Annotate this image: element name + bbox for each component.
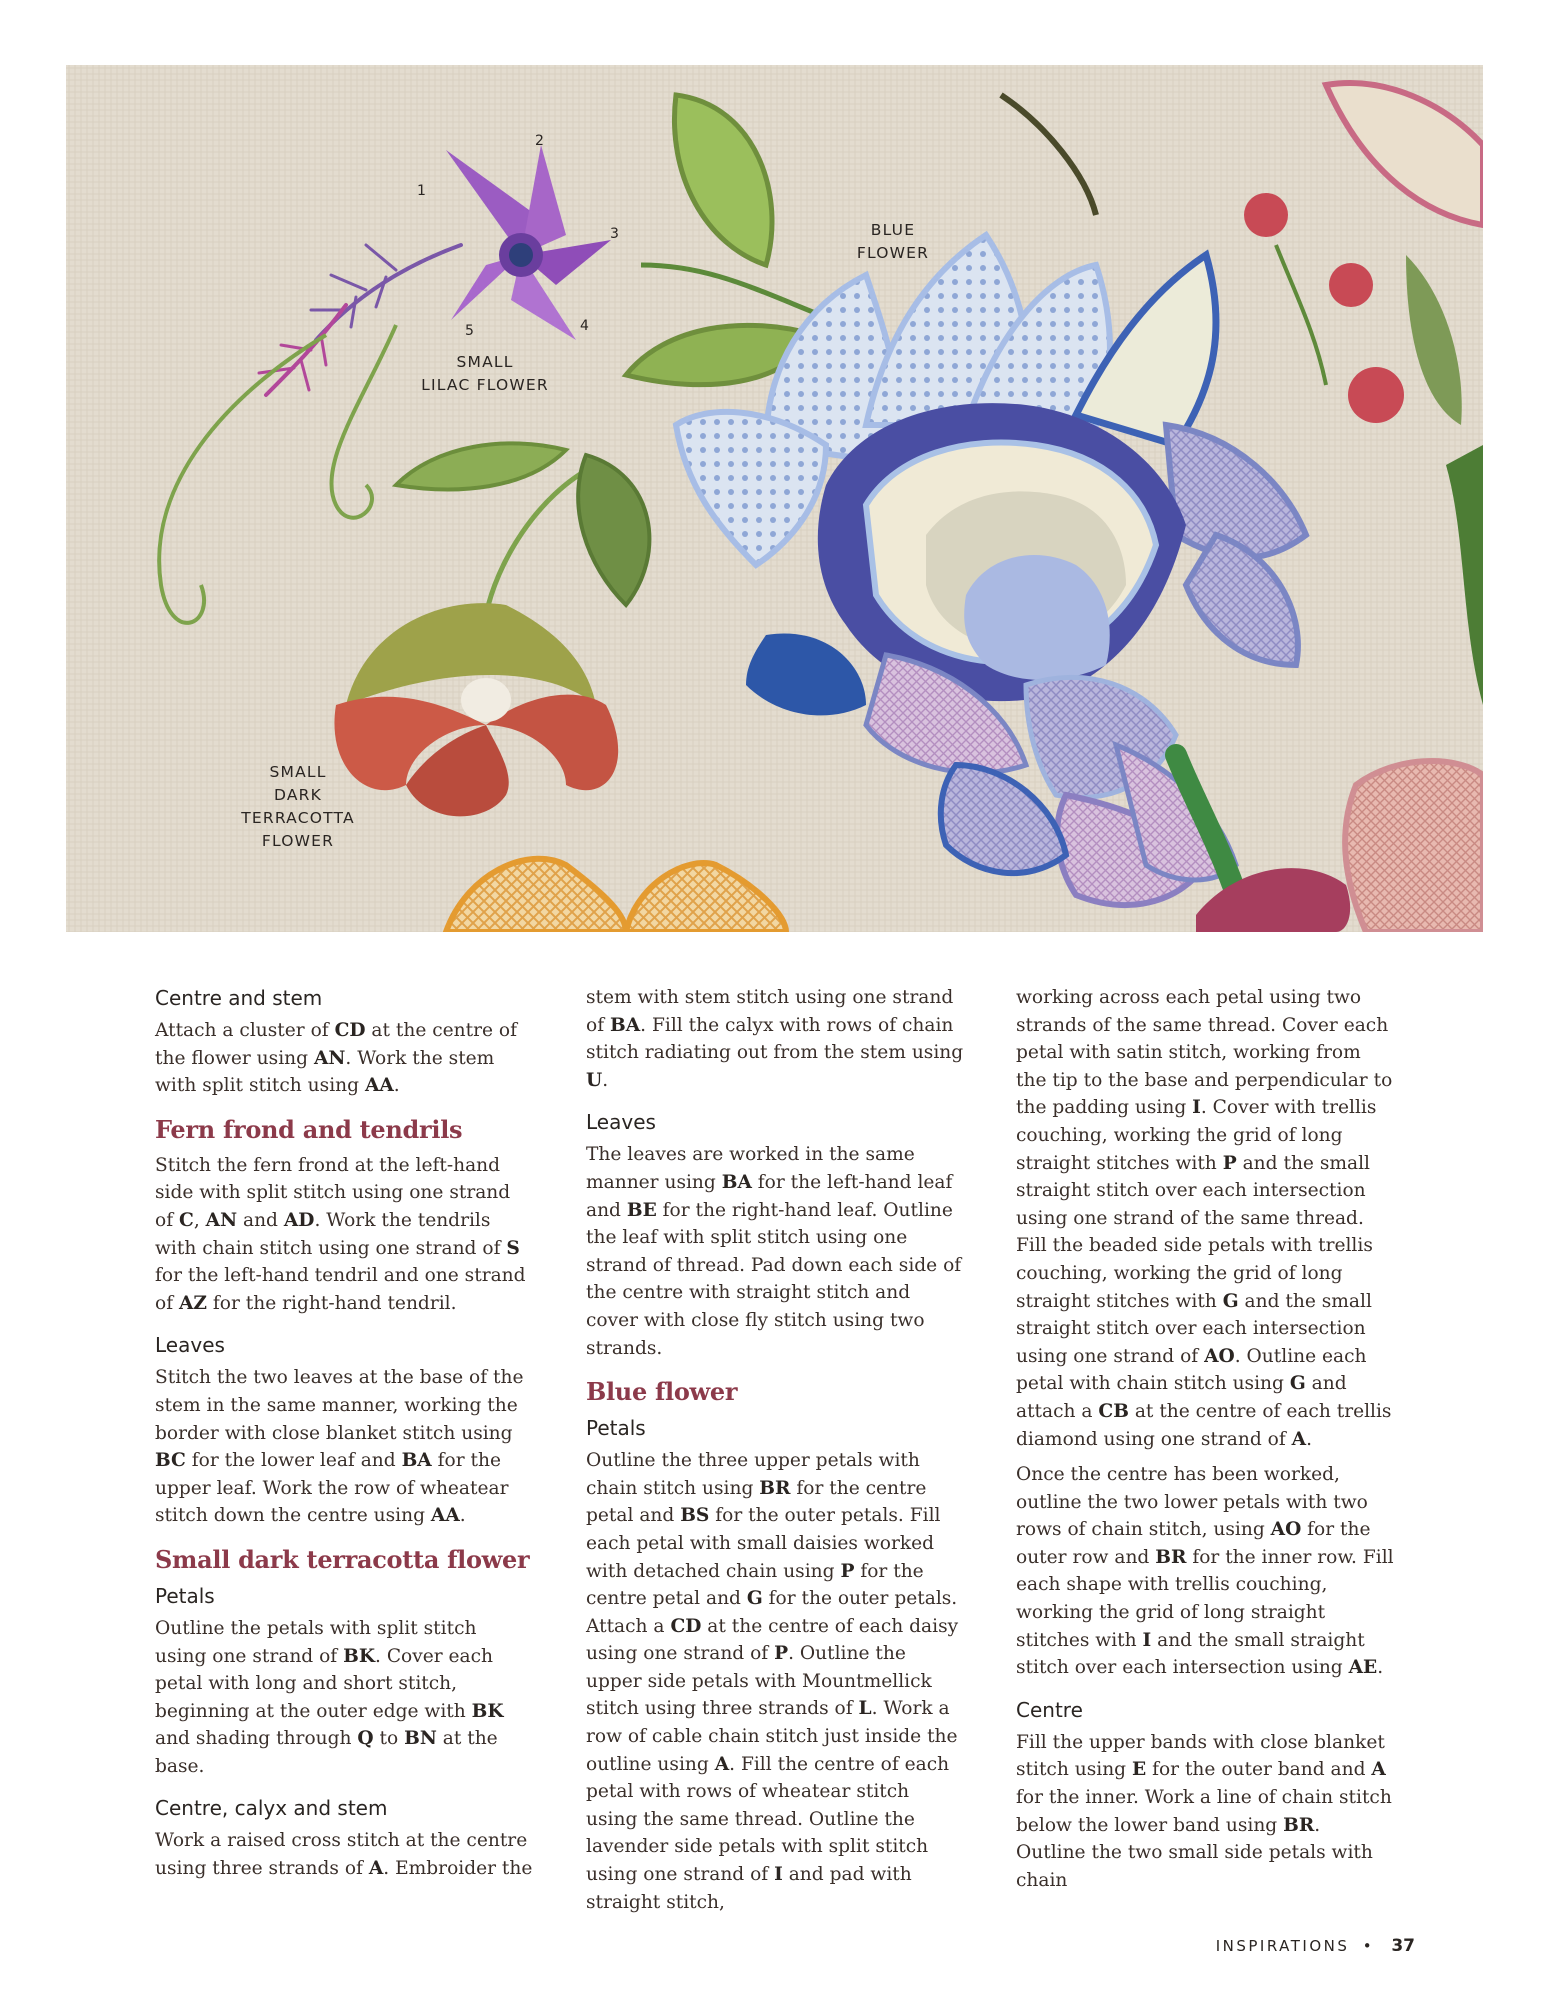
text-run: Stitch the two leaves at the base of the stem in the same manner, working the border with close blanket stitch using (155, 1367, 524, 1444)
para-centre-calyx (155, 1827, 533, 1882)
thread-code: I (1142, 1629, 1152, 1651)
lilac-flower-label-line-1: SMALL (456, 353, 514, 371)
thread-code: AO (1204, 1345, 1235, 1367)
thread-code: BA (401, 1450, 432, 1472)
terracotta-flower-label-line-2: DARK (273, 786, 322, 804)
thread-code: P (1222, 1152, 1237, 1174)
text-run: at the centre of each daisy using one strand of (586, 1615, 959, 1665)
thread-code: BS (680, 1505, 710, 1527)
blue-flower-label-line-1: BLUE (870, 221, 916, 239)
thread-code: CB (1098, 1400, 1129, 1422)
thread-code: C (179, 1209, 194, 1231)
thread-code: AA (430, 1505, 460, 1527)
text-run: . Work the tendrils with chain stitch using one strand of (155, 1209, 507, 1259)
thread-code: G (1289, 1373, 1306, 1395)
text-run: . (1377, 1657, 1384, 1679)
petal-number-3: 3 (610, 226, 619, 242)
text-run: . Embroider the (383, 1858, 533, 1880)
thread-code: AN (313, 1047, 346, 1069)
text-run: Stitch the fern frond at the left-hand side with split stitch using one strand of (155, 1154, 511, 1231)
heading-centre-3: Centre (1016, 1697, 1083, 1722)
petal-number-2: 2 (535, 133, 544, 149)
heading-terracotta-flower: Small dark terracotta flower (155, 1544, 530, 1574)
text-run: Outline the petals with split stitch using one strand of (155, 1617, 477, 1667)
thread-code: E (1131, 1759, 1147, 1781)
terracotta-flower-label (228, 761, 368, 853)
thread-code: Q (357, 1728, 374, 1750)
thread-code: BE (626, 1199, 657, 1221)
thread-code: P (840, 1560, 855, 1582)
thread-code: BR (1155, 1546, 1187, 1568)
text-run: . Fill the calyx with rows of chain stitch radiating out from the stem using (586, 1014, 964, 1064)
terracotta-flower-label-line-1: SMALL (269, 763, 327, 781)
thread-code: I (774, 1864, 783, 1886)
thread-code: BN (404, 1728, 437, 1750)
text-run: . Fill the centre of each petal with rows of wheatear stitch using the same thread. Outline the lavender side petals with split stitch using one strand of (586, 1753, 950, 1886)
text-run: and pad with straight stitch, (586, 1864, 912, 1913)
text-run: for the left-hand leaf and (586, 1171, 953, 1221)
thread-code: I (1192, 1097, 1201, 1119)
para-leaves-1 (155, 1364, 533, 1530)
text-run: The leaves are worked in the same manner using (586, 1144, 915, 1193)
text-run: and attach a (1016, 1373, 1347, 1422)
text-run: and shading through (155, 1728, 358, 1750)
lilac-flower-label (405, 351, 565, 397)
page-footer (1216, 1936, 1415, 1956)
text-run: for the outer row and (1016, 1519, 1371, 1568)
para-leaves-2 (586, 1141, 964, 1362)
text-run: Outline the three upper petals with chain stitch using (586, 1450, 920, 1499)
petal-number-4: 4 (580, 318, 589, 334)
text-run: . (602, 1069, 609, 1091)
text-run: . (459, 1505, 466, 1527)
terracotta-flower-label-line-3: TERRACOTTA (241, 809, 355, 827)
footer-section: INSPIRATIONS (1215, 1937, 1350, 1955)
text-run: Once the centre has been worked, outline the two lower petals with two rows of chain stitch, using (1016, 1464, 1368, 1541)
text-run: at the centre of the flower using (155, 1020, 517, 1069)
text-run: . Outline each petal with chain stitch using (1016, 1345, 1367, 1395)
text-run: for the right-hand tendril. (207, 1292, 457, 1314)
para-lower-petals (1016, 1461, 1394, 1682)
thread-code: CD (334, 1020, 366, 1041)
text-run: for the outer petals. Attach a (586, 1588, 958, 1637)
thread-code: AD (283, 1209, 315, 1231)
terracotta-flower-label-line-4: FLOWER (261, 832, 335, 850)
text-run: for the centre petal and (586, 1477, 927, 1527)
text-run: . Work the stem with split stitch using (155, 1047, 495, 1097)
thread-code: AA (364, 1075, 394, 1097)
lilac-flower-label-line-2: LILAC FLOWER (421, 376, 549, 394)
heading-petals-1: Petals (155, 1583, 215, 1608)
text-run: . (1306, 1428, 1313, 1450)
thread-code: A (1291, 1428, 1307, 1450)
thread-code: BA (721, 1171, 752, 1193)
thread-code: BK (471, 1700, 504, 1722)
para-petals-cont (1016, 984, 1394, 1453)
text-run: Work a raised cross stitch at the centre using three strands of (155, 1830, 528, 1880)
thread-code: A (1371, 1759, 1386, 1781)
footer-bullet: • (1362, 1937, 1375, 1955)
text-run: Fill the upper bands with close blanket stitch using (1016, 1731, 1385, 1781)
thread-code: G (1222, 1290, 1239, 1312)
para-fern-frond (155, 1152, 533, 1318)
heading-centre-calyx: Centre, calyx and stem (155, 1796, 388, 1821)
petal-number-1: 1 (417, 183, 426, 199)
thread-code: AN (205, 1209, 238, 1231)
thread-code: AE (1348, 1657, 1378, 1679)
text-run: and the small straight stitch over each intersection using one strand of (1016, 1290, 1372, 1367)
para-petals-2 (586, 1447, 964, 1916)
text-column-3 (1016, 984, 1394, 1902)
text-column-2 (586, 984, 964, 1924)
thread-code: BR (1283, 1814, 1315, 1836)
thread-code: BR (759, 1477, 791, 1499)
text-run: for the right-hand leaf. Outline the leaf with split stitch using one strand of thread. Pad down each side of the centre with straight stitch and cover with close fly stitch using two strands. (586, 1199, 962, 1359)
text-run: for the left-hand tendril and one strand of (155, 1265, 526, 1314)
text-run: . Cover each petal with long and short stitch, beginning at the outer edge with (155, 1645, 494, 1722)
text-run: , (193, 1209, 206, 1231)
text-run: for the outer band and (1146, 1759, 1372, 1781)
heading-petals-2: Petals (586, 1416, 646, 1441)
text-run: and the small straight stitch over each intersection using one strand of the same thread. Fill the beaded side petals with trellis couching, working the grid of long straight stitches with (1016, 1152, 1373, 1312)
thread-code: P (774, 1643, 789, 1665)
thread-code: G (746, 1588, 763, 1610)
thread-code: BA (610, 1014, 641, 1036)
thread-code: L (858, 1698, 872, 1720)
text-run: . Outline the upper side petals with Mountmellick stitch using three strands of (586, 1643, 932, 1720)
text-run: to (373, 1728, 405, 1750)
heading-leaves-1: Leaves (155, 1333, 225, 1358)
text-run: for the lower leaf and (185, 1450, 402, 1472)
text-run: for the inner row. Fill each shape with trellis couching, working the grid of long straight stitches with (1016, 1546, 1394, 1651)
blue-flower-label (843, 219, 943, 265)
heading-centre-stem: Centre and stem (155, 986, 323, 1010)
blue-flower-label-line-2: FLOWER (856, 244, 930, 262)
heading-leaves-2: Leaves (586, 1110, 656, 1135)
text-column-1 (155, 984, 533, 1891)
text-run: . (393, 1075, 400, 1097)
thread-code: BC (155, 1450, 186, 1472)
text-run: for the upper leaf. Work the row of wheatear stitch down the centre using (155, 1450, 509, 1527)
text-run: and (237, 1209, 284, 1231)
text-run: . Work a row of cable chain stitch just inside the outline using (586, 1698, 958, 1775)
heading-fern-frond: Fern frond and tendrils (155, 1114, 463, 1144)
text-run: for the inner. Work a line of chain stitch below the lower band using (1016, 1787, 1392, 1836)
petal-number-5: 5 (465, 323, 474, 339)
text-run: for the centre petal and (586, 1560, 924, 1610)
text-run: stem with stem stitch using one strand of (586, 987, 954, 1036)
thread-code: BK (343, 1645, 375, 1667)
thread-code: S (506, 1237, 520, 1259)
para-centre-3 (1016, 1729, 1394, 1895)
para-petals-1 (155, 1615, 533, 1781)
thread-code: A (368, 1858, 384, 1880)
text-run: and the small straight stitch over each intersection using (1016, 1629, 1365, 1679)
text-run: for the outer petals. Fill each petal with small daisies worked with detached chain using (586, 1505, 941, 1582)
para-centre-stem (155, 1017, 533, 1100)
thread-code: CD (670, 1615, 702, 1637)
thread-code: U (586, 1069, 603, 1091)
page-number: 37 (1391, 1936, 1415, 1956)
text-run: working across each petal using two strands of the same thread. Cover each petal with satin stitch, working from the tip to the base and perpendicular to the padding using (1016, 987, 1393, 1119)
para-calyx-cont (586, 984, 964, 1094)
text-run: . Cover with trellis couching, working the grid of long straight stitches with (1016, 1097, 1377, 1174)
thread-code: AZ (179, 1292, 207, 1314)
heading-blue-flower: Blue flower (586, 1377, 738, 1407)
text-run: Attach a cluster of (155, 1020, 335, 1041)
text-run: at the centre of each trellis diamond using one strand of (1016, 1400, 1392, 1450)
text-run: at the base. (155, 1728, 498, 1777)
text-run: . Outline the two small side petals with chain (1016, 1814, 1373, 1891)
thread-code: A (714, 1753, 730, 1775)
thread-code: AO (1270, 1519, 1302, 1541)
